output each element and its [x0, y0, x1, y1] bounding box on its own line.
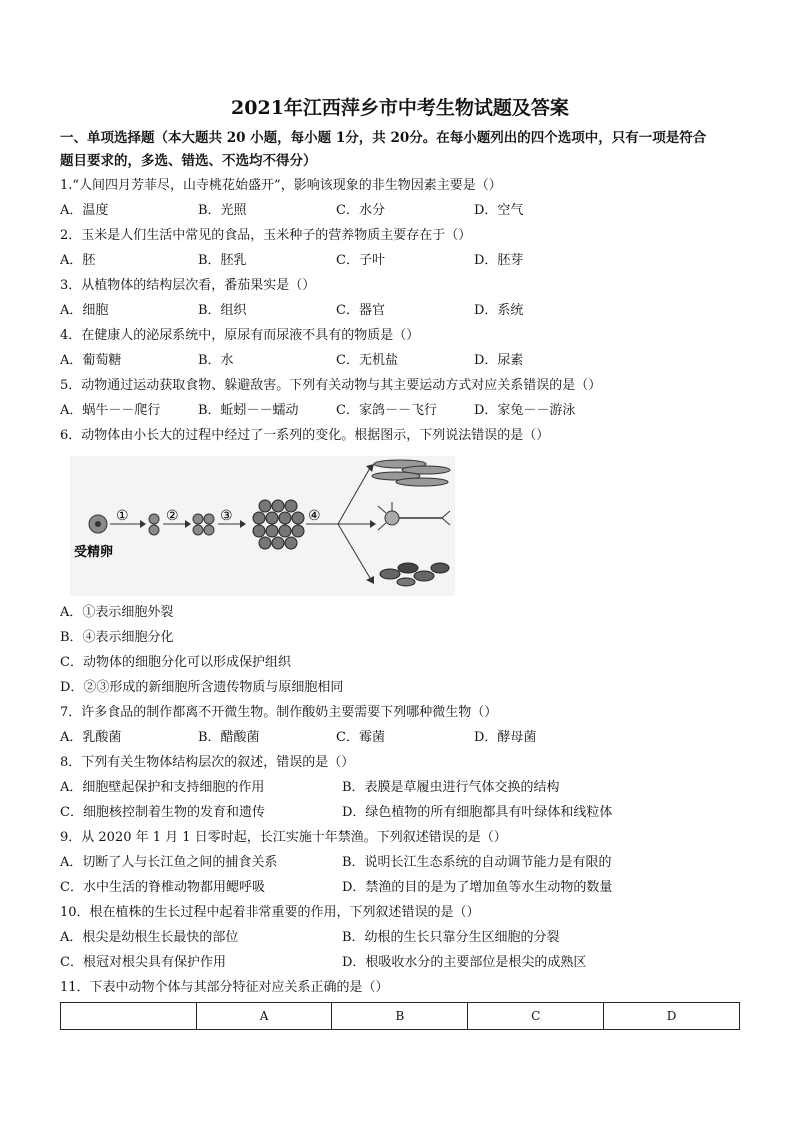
question-5: 5．动物通过运动获取食物、躲避敌害。下列有关动物与其主要运动方式对应关系错误的是（） [60, 378, 602, 393]
cell [193, 525, 203, 535]
option: D．家兔－－游泳 [474, 403, 576, 418]
question-7: 7．许多食品的制作都离不开微生物。制作酸奶主要需要下列哪种微生物（） [60, 705, 498, 720]
table-header-cell: A [196, 1003, 332, 1030]
question-10: 10．根在植株的生长过程中起着非常重要的作用，下列叙述错误的是（） [60, 905, 480, 920]
option: B．醋酸菌 [198, 730, 260, 745]
question-6-option-b: B．④表示细胞分化 [60, 630, 174, 645]
cell [253, 525, 265, 537]
table-header-cell: C [468, 1003, 604, 1030]
cell [285, 500, 297, 512]
question-8: 8．下列有关生物体结构层次的叙述，错误的是（） [60, 755, 355, 770]
step-label: ③ [220, 508, 233, 524]
question-7-options [60, 725, 740, 750]
page-title: 2021年江西萍乡市中考生物试题及答案 [231, 97, 569, 119]
table-header-cell [61, 1003, 197, 1030]
option: B．表膜是草履虫进行气体交换的结构 [342, 780, 560, 795]
cell [193, 514, 203, 524]
option: C．水分 [336, 203, 385, 218]
option: A．根尖是幼根生长最快的部位 [60, 930, 239, 945]
option: C．霉菌 [336, 730, 385, 745]
cell [149, 525, 159, 535]
question-6: 6．动物体由小长大的过程中经过了一系列的变化。根据图示，下列说法错误的是（） [60, 428, 550, 443]
cell [272, 537, 284, 549]
cell [292, 525, 304, 537]
option: C．细胞核控制着生物的发育和遗传 [60, 805, 265, 820]
option: C．器官 [336, 303, 385, 318]
section-heading-line-2: 题目要求的，多选、错选、不选均不得分） [60, 153, 317, 169]
option: A．乳酸菌 [60, 730, 122, 745]
option: C．根冠对根尖具有保护作用 [60, 955, 226, 970]
option: A．胚 [60, 253, 96, 268]
cell [292, 512, 304, 524]
cell [266, 525, 278, 537]
question-6-option-c: C．动物体的细胞分化可以形成保护组织 [60, 655, 291, 670]
section-heading-line-1: 一、单项选择题（本大题共 20 小题，每小题 1分，共 20分。在每小题列出的四个选项中，只有一项是符合 [60, 130, 707, 146]
question-1: 1.“人间四月芳菲尽，山寺桃花始盛开”，影响该现象的非生物因素主要是（） [60, 178, 502, 193]
option: A．葡萄糖 [60, 353, 122, 368]
option: B．组织 [198, 303, 247, 318]
cell [259, 537, 271, 549]
question-5-options [60, 398, 740, 423]
cell [204, 514, 214, 524]
step-label: ④ [308, 508, 321, 524]
option: A．温度 [60, 203, 109, 218]
section-heading [60, 127, 740, 173]
question-4-options [60, 348, 740, 373]
question-2-options [60, 248, 740, 273]
option: C．无机盐 [336, 353, 398, 368]
option: D．尿素 [474, 353, 524, 368]
cell [279, 512, 291, 524]
option: B．幼根的生长只靠分生区细胞的分裂 [342, 930, 560, 945]
question-11-table [60, 1002, 740, 1030]
option: D．酵母菌 [474, 730, 537, 745]
exam-page [60, 96, 740, 1030]
cell-development-figure [70, 456, 455, 596]
option: B．蚯蚓－－蠕动 [198, 403, 299, 418]
option: C．子叶 [336, 253, 385, 268]
cell [149, 514, 159, 524]
cell [285, 537, 297, 549]
cell-development-diagram [70, 456, 455, 596]
question-1-options [60, 198, 740, 223]
question-2: 2．玉米是人们生活中常见的食品，玉米种子的营养物质主要存在于（） [60, 228, 472, 243]
cell [259, 500, 271, 512]
question-9-options-row-2 [60, 875, 740, 900]
option: C．水中生活的脊椎动物都用鳃呼吸 [60, 880, 265, 895]
cell [266, 512, 278, 524]
option: A．蜗牛－－爬行 [60, 403, 161, 418]
question-9: 9．从 2020 年 1 月 1 日零时起，长江实施十年禁渔。下列叙述错误的是（） [60, 830, 507, 845]
option: B．说明长江生态系统的自动调节能力是有限的 [342, 855, 612, 870]
step-label: ② [166, 508, 179, 524]
question-6-option-d: D．②③形成的新细胞所含遗传物质与原细胞相同 [60, 680, 344, 695]
step-label: ① [116, 508, 129, 524]
option: D．根吸收水分的主要部位是根尖的成熟区 [342, 955, 587, 970]
cell [279, 525, 291, 537]
option: D．禁渔的目的是为了增加鱼等水生动物的数量 [342, 880, 613, 895]
question-8-options-row-2 [60, 800, 740, 825]
table-header-cell: D [604, 1003, 740, 1030]
question-8-options-row-1 [60, 775, 740, 800]
zygote-nucleus [95, 521, 101, 527]
option: D．绿色植物的所有细胞都具有叶绿体和线粒体 [342, 805, 613, 820]
question-10-options-row-2 [60, 950, 740, 975]
table-header-row [61, 1003, 740, 1030]
option: A．细胞 [60, 303, 109, 318]
question-3: 3．从植物体的结构层次看，番茄果实是（） [60, 278, 316, 293]
option: D．空气 [474, 203, 524, 218]
cell [253, 512, 265, 524]
cell [272, 500, 284, 512]
option: C．家鸽－－飞行 [336, 403, 437, 418]
question-10-options-row-1 [60, 925, 740, 950]
option: B．光照 [198, 203, 247, 218]
option: B．水 [198, 353, 234, 368]
muscle-cell [396, 478, 448, 486]
zygote-label: 受精卵 [74, 545, 114, 560]
option: B．胚乳 [198, 253, 247, 268]
option: A．切断了人与长江鱼之间的捕食关系 [60, 855, 278, 870]
option: A．细胞壁起保护和支持细胞的作用 [60, 780, 265, 795]
option: D．系统 [474, 303, 524, 318]
option: D．胚芽 [474, 253, 524, 268]
table-header-cell: B [332, 1003, 468, 1030]
question-6-option-a: A．①表示细胞外裂 [60, 605, 174, 620]
cell [204, 525, 214, 535]
question-4: 4．在健康人的泌尿系统中，原尿有而尿液不具有的物质是（） [60, 328, 420, 343]
question-11: 11．下表中动物个体与其部分特征对应关系正确的是（） [60, 980, 389, 995]
question-9-options-row-1 [60, 850, 740, 875]
question-3-options [60, 298, 740, 323]
